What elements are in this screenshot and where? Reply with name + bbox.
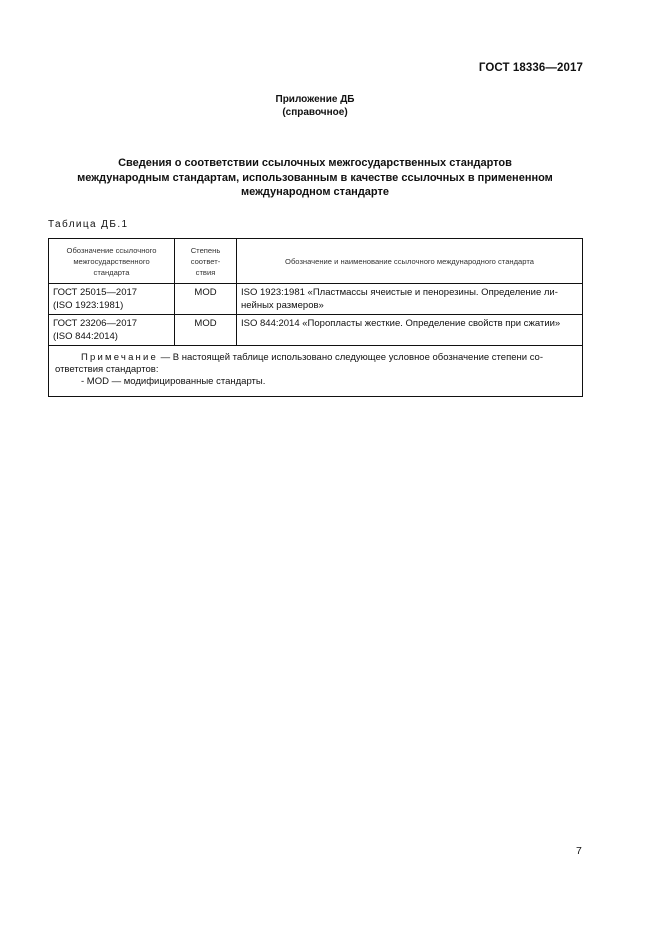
note-list-item: - MOD — модифицированные стандарты. — [81, 376, 266, 387]
note-text: ответствия стандартов: — [55, 364, 159, 375]
document-code: ГОСТ 18336—2017 — [478, 62, 583, 74]
table-note — [49, 346, 583, 397]
cell-interstate-code: ГОСТ 23206—2017 (ISO 844:2014) — [49, 315, 175, 346]
section-title-line: международном стандарте — [240, 186, 390, 198]
header-degree: Степень соответ- ствия — [175, 239, 237, 284]
correspondence-table — [48, 238, 583, 397]
cell-international-standard: ISO 1923:1981 «Пластмассы ячеистые и пенорезины. Определение ли- нейных размеров» — [237, 284, 583, 315]
table-note-row — [49, 346, 583, 397]
header-interstate-standard: Обозначение ссылочного межгосударственного стандарта — [49, 239, 175, 284]
note-label: Примечание — [81, 352, 158, 363]
cell-degree: MOD — [175, 284, 237, 315]
cell-international-standard: ISO 844:2014 «Поропласты жесткие. Определение свойств при сжатии» — [237, 315, 583, 346]
table-row — [49, 315, 583, 346]
table-header-row — [49, 239, 583, 284]
appendix-heading — [0, 93, 630, 119]
section-title-line: Сведения о соответствии ссылочных межгосударственных стандартов — [118, 157, 512, 169]
header-international-standard: Обозначение и наименование ссылочного международного стандарта — [237, 239, 583, 284]
cell-degree: MOD — [175, 315, 237, 346]
page-number: 7 — [576, 845, 582, 857]
section-title-line: международным стандартам, использованным в качестве ссылочных в примененном — [77, 171, 553, 184]
section-title — [0, 156, 630, 200]
appendix-title: Приложение ДБ — [275, 94, 355, 105]
note-text: — В настоящей таблице использовано следующее условное обозначение степени со- — [158, 352, 544, 363]
appendix-subtitle: (справочное) — [282, 107, 348, 118]
table-caption: Таблица ДБ.1 — [48, 219, 129, 230]
table-row — [49, 284, 583, 315]
cell-interstate-code: ГОСТ 25015—2017 (ISO 1923:1981) — [49, 284, 175, 315]
